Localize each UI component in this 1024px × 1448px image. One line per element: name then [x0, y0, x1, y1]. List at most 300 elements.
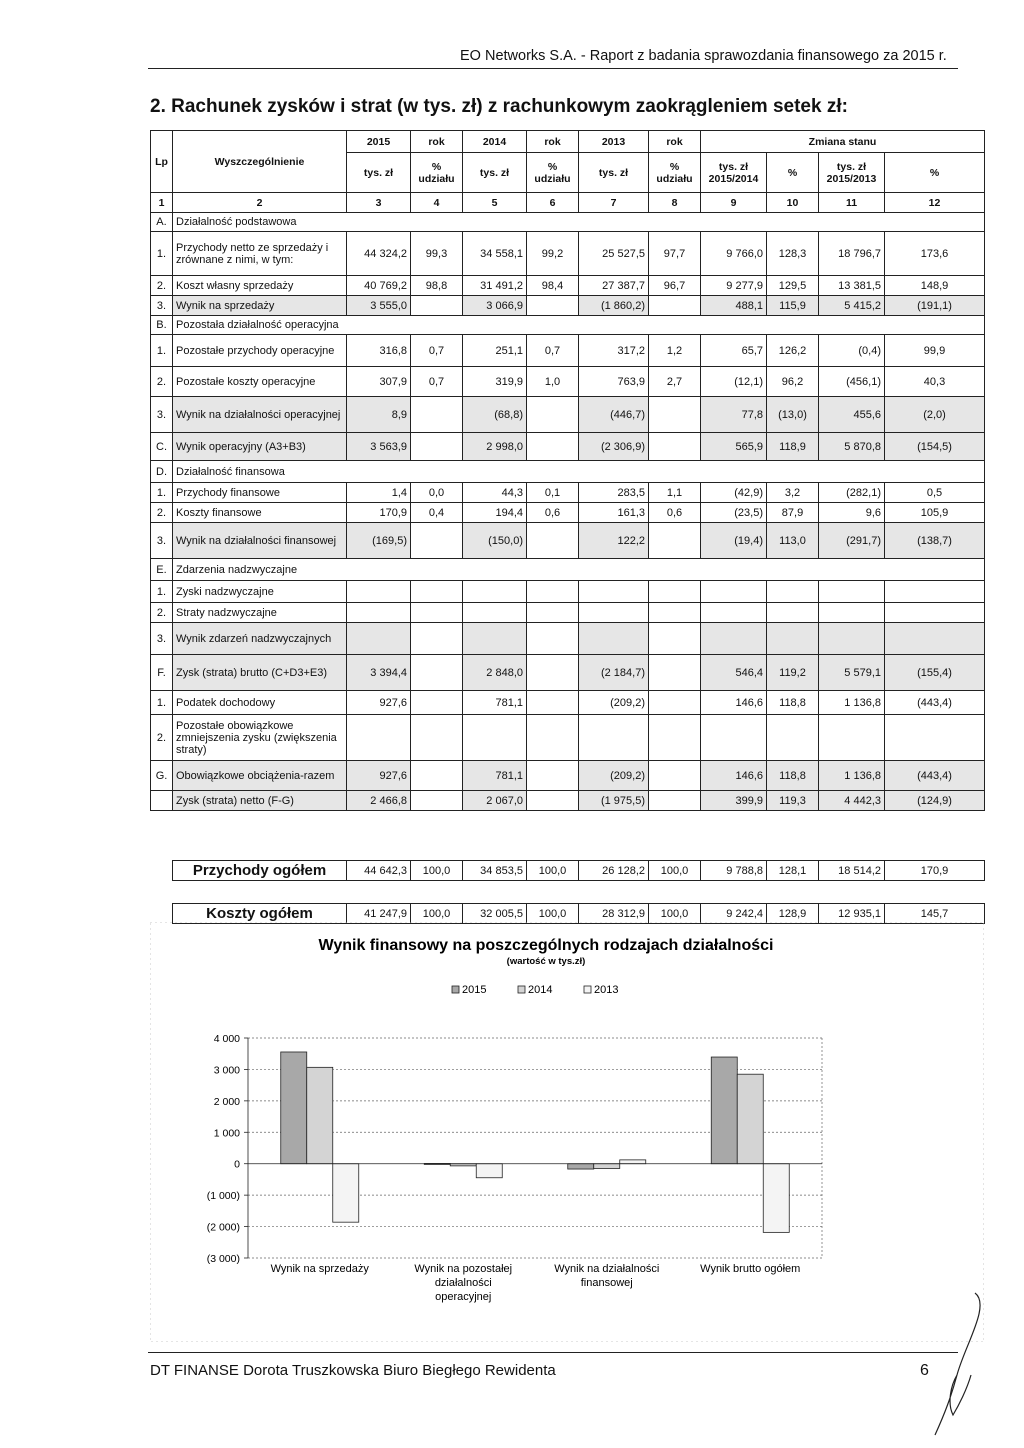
row-value: 99,9 [885, 335, 985, 367]
row-value [527, 581, 579, 603]
header-2013: 2013 [579, 131, 649, 153]
row-value: 99,3 [411, 232, 463, 276]
row-lp: 1. [151, 483, 173, 503]
row-value [819, 603, 885, 623]
row-value: 148,9 [885, 276, 985, 296]
row-value: 488,1 [701, 296, 767, 316]
row-value [527, 791, 579, 811]
row-lp: 3. [151, 523, 173, 559]
row-value: 129,5 [767, 276, 819, 296]
row-value: (124,9) [885, 791, 985, 811]
row-lp: A. [151, 213, 173, 232]
row-label: Obowiązkowe obciążenia-razem [173, 761, 347, 791]
column-number: 6 [527, 193, 579, 213]
row-value: (2 306,9) [579, 433, 649, 461]
row-value [649, 523, 701, 559]
row-lp: C. [151, 433, 173, 461]
header-change-tys-1513 [819, 153, 885, 193]
totals-value: 12 935,1 [819, 904, 885, 924]
totals-value: 32 005,5 [463, 904, 527, 924]
column-number-row [151, 193, 985, 213]
bar-2015-3 [711, 1057, 737, 1164]
row-lp: F. [151, 655, 173, 691]
row-label: Straty nadzwyczajne [173, 603, 347, 623]
totals-value: 100,0 [649, 861, 701, 881]
table-row [151, 483, 985, 503]
totals-label: Przychody ogółem [173, 861, 347, 881]
totals-value: 28 312,9 [579, 904, 649, 924]
row-value: 96,7 [649, 276, 701, 296]
table-row [151, 397, 985, 433]
row-value: 317,2 [579, 335, 649, 367]
row-value [463, 623, 527, 655]
udzialu-label: udziału [534, 172, 571, 185]
column-number: 2 [173, 193, 347, 213]
row-value: 113,0 [767, 523, 819, 559]
row-value: 307,9 [347, 367, 411, 397]
header-tys-2014: tys. zł [463, 153, 527, 193]
row-value [885, 715, 985, 761]
row-value: 316,8 [347, 335, 411, 367]
row-value [347, 603, 411, 623]
totals-value: 34 853,5 [463, 861, 527, 881]
row-value: (2,0) [885, 397, 985, 433]
pct-sign: % [547, 160, 558, 173]
row-value: 546,4 [701, 655, 767, 691]
totals-value: 170,9 [885, 861, 985, 881]
row-lp: 3. [151, 296, 173, 316]
row-value [527, 603, 579, 623]
header-rok-2014: rok [527, 131, 579, 153]
row-label: Wynik operacyjny (A3+B3) [173, 433, 347, 461]
table-row [151, 559, 985, 581]
row-value: (150,0) [463, 523, 527, 559]
header-item: Wyszczególnienie [173, 131, 347, 193]
y-tick-label: (3 000) [206, 1253, 240, 1265]
row-value: (42,9) [701, 483, 767, 503]
row-value: (154,5) [885, 433, 985, 461]
row-value: 118,9 [767, 433, 819, 461]
bar-2014-0 [307, 1067, 333, 1163]
header-2014: 2014 [463, 131, 527, 153]
row-value: 44 324,2 [347, 232, 411, 276]
row-value: 34 558,1 [463, 232, 527, 276]
row-value: (0,4) [819, 335, 885, 367]
x-category-label: Wynik na pozostałej [414, 1263, 513, 1275]
row-label: Pozostała działalność operacyjna [173, 316, 985, 335]
row-value [767, 603, 819, 623]
row-value: (19,4) [701, 523, 767, 559]
row-value: 96,2 [767, 367, 819, 397]
row-label: Zysk (strata) brutto (C+D3+E3) [173, 655, 347, 691]
row-value [885, 603, 985, 623]
chart-subtitle: (wartość w tys.zł) [506, 956, 586, 967]
row-value [819, 581, 885, 603]
row-value [527, 523, 579, 559]
result-bar-chart [150, 922, 984, 1342]
row-value: 98,8 [411, 276, 463, 296]
tys-label: tys. zł [836, 160, 867, 173]
row-value [649, 761, 701, 791]
row-value: 0,7 [527, 335, 579, 367]
table-row [151, 655, 985, 691]
row-value [579, 623, 649, 655]
chart-x-labels [271, 1263, 801, 1303]
row-value: 40,3 [885, 367, 985, 397]
row-value [527, 397, 579, 433]
row-value: 565,9 [701, 433, 767, 461]
legend-swatch [584, 986, 591, 993]
table-row [151, 232, 985, 276]
row-lp: 1. [151, 335, 173, 367]
column-number: 8 [649, 193, 701, 213]
totals-value: 100,0 [411, 904, 463, 924]
row-value: 3 394,4 [347, 655, 411, 691]
header-pct-2013 [649, 153, 701, 193]
column-number: 11 [819, 193, 885, 213]
row-value: 1 136,8 [819, 691, 885, 715]
row-value: 1,4 [347, 483, 411, 503]
bar-2015-0 [281, 1052, 307, 1164]
row-value: 98,4 [527, 276, 579, 296]
x-category-label: Wynik na sprzedaży [270, 1263, 369, 1275]
row-value: 2 998,0 [463, 433, 527, 461]
row-value: 161,3 [579, 503, 649, 523]
row-value [649, 296, 701, 316]
table-row [151, 691, 985, 715]
row-value: 1,2 [649, 335, 701, 367]
legend-label: 2014 [528, 984, 553, 996]
column-number: 9 [701, 193, 767, 213]
row-value: 5 870,8 [819, 433, 885, 461]
row-label: Wynik na działalności operacyjnej [173, 397, 347, 433]
row-value: 3,2 [767, 483, 819, 503]
y-tick-label: 1 000 [213, 1127, 240, 1140]
row-value: 27 387,7 [579, 276, 649, 296]
row-value [411, 791, 463, 811]
row-value: 5 579,1 [819, 655, 885, 691]
chart-title: Wynik finansowy na poszczególnych rodzajach działalności [318, 937, 774, 954]
tys-label: tys. zł [718, 160, 749, 173]
totals-value: 145,7 [885, 904, 985, 924]
row-value [767, 715, 819, 761]
row-value [649, 715, 701, 761]
header-tys-2013: tys. zł [579, 153, 649, 193]
header-rule [148, 68, 958, 69]
row-lp: 3. [151, 623, 173, 655]
chart-bars [248, 1052, 822, 1232]
table-row [151, 623, 985, 655]
row-value: 319,9 [463, 367, 527, 397]
totals-label: Koszty ogółem [173, 904, 347, 924]
row-value [649, 397, 701, 433]
table-row [151, 581, 985, 603]
row-lp: 2. [151, 503, 173, 523]
totals-value: 128,9 [767, 904, 819, 924]
row-value: 118,8 [767, 691, 819, 715]
row-value: 781,1 [463, 691, 527, 715]
row-value: (209,2) [579, 761, 649, 791]
column-number: 4 [411, 193, 463, 213]
y-tick-label: (2 000) [206, 1221, 240, 1234]
row-value [701, 603, 767, 623]
table-row [151, 296, 985, 316]
totals-value: 100,0 [527, 904, 579, 924]
row-label: Działalność finansowa [173, 461, 985, 483]
row-lp: D. [151, 461, 173, 483]
row-label: Wynik na sprzedaży [173, 296, 347, 316]
row-value: 2 848,0 [463, 655, 527, 691]
table-row [151, 603, 985, 623]
row-value: 0,6 [527, 503, 579, 523]
row-value [411, 715, 463, 761]
row-lp: 2. [151, 603, 173, 623]
row-value [527, 691, 579, 715]
period-1513: 2015/2013 [826, 172, 877, 185]
row-value [819, 623, 885, 655]
row-value: 25 527,5 [579, 232, 649, 276]
row-label: Zyski nadzwyczajne [173, 581, 347, 603]
bar-2013-3 [763, 1164, 789, 1233]
row-value: (169,5) [347, 523, 411, 559]
table-row [151, 761, 985, 791]
row-value [649, 623, 701, 655]
row-value: 1,1 [649, 483, 701, 503]
row-value [411, 623, 463, 655]
row-value [527, 761, 579, 791]
row-value [411, 761, 463, 791]
totals-value: 128,1 [767, 861, 819, 881]
table-row [151, 523, 985, 559]
header-change-pct-1513: % [885, 153, 985, 193]
footer-firm: DT FINANSE Dorota Truszkowska Biuro Biegłego Rewidenta [150, 1362, 556, 1379]
chart-frame [150, 922, 984, 1342]
row-value [527, 296, 579, 316]
header-change-tys-1514 [701, 153, 767, 193]
legend-swatch [452, 986, 459, 993]
row-value: (23,5) [701, 503, 767, 523]
row-label: Działalność podstawowa [173, 213, 985, 232]
row-value: (2 184,7) [579, 655, 649, 691]
row-value [527, 623, 579, 655]
row-value [767, 623, 819, 655]
row-value [411, 691, 463, 715]
header-pct-2015 [411, 153, 463, 193]
row-value [701, 715, 767, 761]
row-value: 2 067,0 [463, 791, 527, 811]
table-row [151, 213, 985, 232]
row-lp: 1. [151, 581, 173, 603]
row-value: 0,4 [411, 503, 463, 523]
row-value [579, 715, 649, 761]
footer-rule [148, 1352, 958, 1353]
row-label: Wynik zdarzeń nadzwyczajnych [173, 623, 347, 655]
header-lp: Lp [151, 131, 173, 193]
column-number: 10 [767, 193, 819, 213]
total-costs-table [172, 903, 985, 924]
y-tick-label: 2 000 [213, 1095, 240, 1108]
row-value [527, 655, 579, 691]
row-value [649, 433, 701, 461]
row-value: 118,8 [767, 761, 819, 791]
row-value: 8,9 [347, 397, 411, 433]
row-value: 9 277,9 [701, 276, 767, 296]
row-value [649, 655, 701, 691]
row-value: 13 381,5 [819, 276, 885, 296]
row-value: 9,6 [819, 503, 885, 523]
header-pct-2014 [527, 153, 579, 193]
header-change-pct-1514: % [767, 153, 819, 193]
totals-value: 100,0 [411, 861, 463, 881]
y-tick-label: 3 000 [213, 1064, 240, 1077]
row-value [411, 603, 463, 623]
row-label: Podatek dochodowy [173, 691, 347, 715]
row-value: 146,6 [701, 761, 767, 791]
row-value: 0,7 [411, 335, 463, 367]
row-value: 455,6 [819, 397, 885, 433]
table-row [151, 791, 985, 811]
totals-value: 41 247,9 [347, 904, 411, 924]
bar-2013-1 [476, 1164, 502, 1178]
row-label: Pozostałe koszty operacyjne [173, 367, 347, 397]
row-value: 3 066,9 [463, 296, 527, 316]
row-value: (191,1) [885, 296, 985, 316]
bar-2013-0 [333, 1164, 359, 1222]
row-value [463, 603, 527, 623]
row-lp: 1. [151, 691, 173, 715]
column-number: 1 [151, 193, 173, 213]
header-change: Zmiana stanu [701, 131, 985, 153]
row-value: 2,7 [649, 367, 701, 397]
row-value [649, 603, 701, 623]
row-value: 119,3 [767, 791, 819, 811]
row-value: (209,2) [579, 691, 649, 715]
x-category-label: działalności [434, 1277, 492, 1289]
table-row [151, 715, 985, 761]
section-title: 2. Rachunek zysków i strat (w tys. zł) z rachunkowym zaokrągleniem setek zł: [150, 96, 848, 117]
row-value: (1 975,5) [579, 791, 649, 811]
column-number: 3 [347, 193, 411, 213]
row-value: 99,2 [527, 232, 579, 276]
table-row [151, 335, 985, 367]
row-value [649, 581, 701, 603]
row-value: (443,4) [885, 761, 985, 791]
row-lp: 2. [151, 367, 173, 397]
row-lp: 2. [151, 715, 173, 761]
pct-sign: % [431, 160, 442, 173]
row-value [767, 581, 819, 603]
row-value: 44,3 [463, 483, 527, 503]
table-row [151, 367, 985, 397]
row-value [463, 715, 527, 761]
row-label: Przychody netto ze sprzedaży i zrównane z nimi, w tym: [173, 232, 347, 276]
row-value: 18 796,7 [819, 232, 885, 276]
row-value: (446,7) [579, 397, 649, 433]
row-value: 0,6 [649, 503, 701, 523]
table-row [151, 433, 985, 461]
row-value: 3 563,9 [347, 433, 411, 461]
legend-label: 2013 [594, 984, 619, 996]
row-value [819, 715, 885, 761]
table-row [151, 316, 985, 335]
row-value: 0,0 [411, 483, 463, 503]
bar-2014-3 [737, 1074, 763, 1164]
row-value: (1 860,2) [579, 296, 649, 316]
row-value: (282,1) [819, 483, 885, 503]
y-tick-label: 4 000 [213, 1033, 240, 1045]
row-value [527, 433, 579, 461]
totals-value: 9 788,8 [701, 861, 767, 881]
y-tick-label: (1 000) [206, 1190, 240, 1203]
signature-mark [905, 1285, 995, 1445]
legend-swatch [518, 986, 525, 993]
bar-2014-2 [594, 1164, 620, 1169]
table-row [151, 503, 985, 523]
totals-value: 100,0 [527, 861, 579, 881]
row-value: 1 136,8 [819, 761, 885, 791]
row-value [347, 581, 411, 603]
x-category-label: Wynik brutto ogółem [700, 1263, 801, 1275]
row-value: 0,7 [411, 367, 463, 397]
row-value [347, 715, 411, 761]
row-value [579, 581, 649, 603]
header-2015: 2015 [347, 131, 411, 153]
bar-2015-2 [568, 1164, 594, 1169]
row-lp [151, 791, 173, 811]
row-value: 251,1 [463, 335, 527, 367]
row-value: 126,2 [767, 335, 819, 367]
row-value: 128,3 [767, 232, 819, 276]
row-label: Pozostałe przychody operacyjne [173, 335, 347, 367]
row-value: 0,5 [885, 483, 985, 503]
totals-value: 9 242,4 [701, 904, 767, 924]
row-lp: B. [151, 316, 173, 335]
row-label: Przychody finansowe [173, 483, 347, 503]
row-value: 3 555,0 [347, 296, 411, 316]
row-value: 2 466,8 [347, 791, 411, 811]
pct-sign: % [669, 160, 680, 173]
row-label: Pozostałe obowiązkowe zmniejszenia zysku (zwiększenia straty) [173, 715, 347, 761]
row-value: 119,2 [767, 655, 819, 691]
row-value: 122,2 [579, 523, 649, 559]
column-number: 12 [885, 193, 985, 213]
row-value: (68,8) [463, 397, 527, 433]
row-value: 9 766,0 [701, 232, 767, 276]
row-label: Zdarzenia nadzwyczajne [173, 559, 985, 581]
row-value: 87,9 [767, 503, 819, 523]
income-statement-table [150, 130, 985, 811]
x-category-label: operacyjnej [435, 1291, 492, 1303]
chart-legend [452, 984, 618, 996]
header-rok-2013: rok [649, 131, 701, 153]
row-value: (155,4) [885, 655, 985, 691]
row-value: (12,1) [701, 367, 767, 397]
row-value [463, 581, 527, 603]
totals-row [173, 904, 985, 924]
totals-value: 100,0 [649, 904, 701, 924]
totals-value: 26 128,2 [579, 861, 649, 881]
row-value [411, 655, 463, 691]
row-value: 283,5 [579, 483, 649, 503]
row-value: 31 491,2 [463, 276, 527, 296]
table-row [151, 276, 985, 296]
row-value: 1,0 [527, 367, 579, 397]
table-row [151, 461, 985, 483]
udzialu-label: udziału [656, 172, 693, 185]
row-lp: E. [151, 559, 173, 581]
bar-2013-2 [620, 1160, 646, 1164]
row-value [347, 623, 411, 655]
